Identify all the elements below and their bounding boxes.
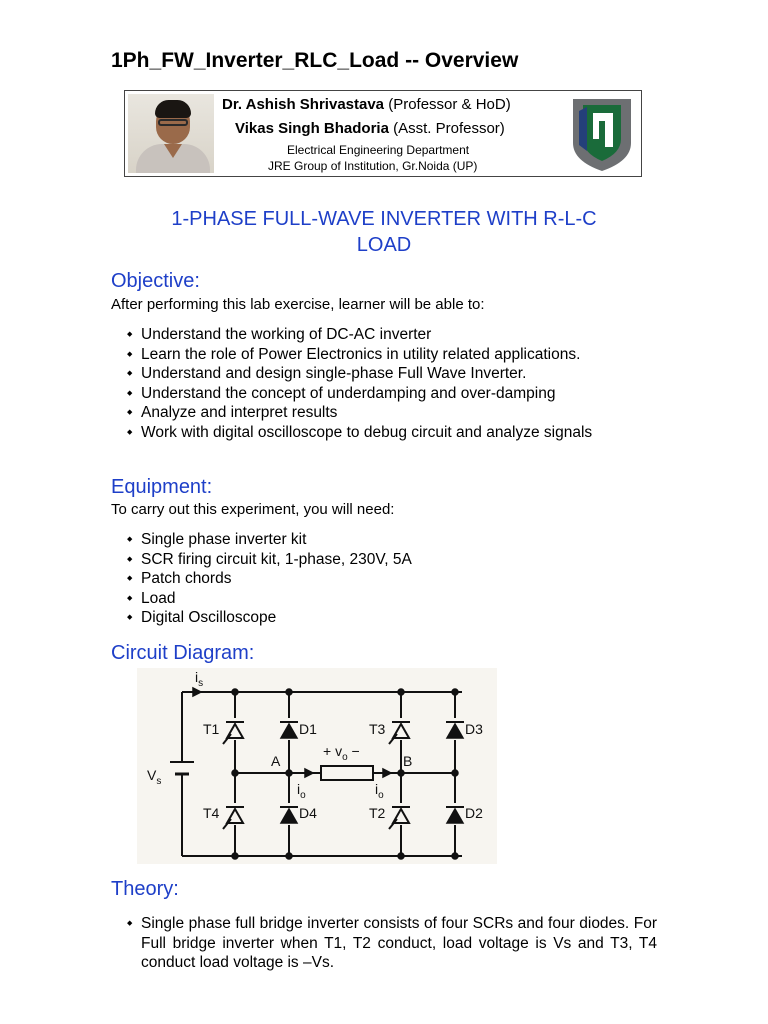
equipment-intro: To carry out this experiment, you will need:	[111, 501, 395, 518]
document-title: 1Ph_FW_Inverter_RLC_Load -- Overview	[111, 49, 519, 72]
list-item: ◆ Understand the concept of underdamping and over-damping	[111, 384, 657, 404]
list-item: ◆ Analyze and interpret results	[111, 403, 657, 423]
list-item: ◆ Learn the role of Power Electronics in utility related applications.	[111, 345, 657, 365]
list-item: ◆ Work with digital oscilloscope to debug circuit and analyze signals	[111, 423, 657, 443]
list-item: ◆ Understand the working of DC-AC inverter	[111, 325, 657, 345]
objective-intro: After performing this lab exercise, learner will be able to:	[111, 296, 485, 313]
theory-heading: Theory:	[111, 878, 179, 900]
author-2	[235, 120, 505, 137]
t4-label: T4	[203, 805, 220, 821]
d3-label: D3	[465, 721, 483, 737]
author-1	[222, 96, 511, 113]
list-item: ◆ SCR firing circuit kit, 1-phase, 230V, 5A	[111, 550, 657, 570]
department-label: Electrical Engineering Department	[287, 143, 470, 157]
list-item: ◆ Load	[111, 589, 657, 609]
main-heading	[100, 206, 668, 258]
theory-list	[111, 914, 657, 973]
d1-label: D1	[299, 721, 317, 737]
author-2-role: (Asst. Professor)	[393, 120, 505, 137]
circuit-heading: Circuit Diagram:	[111, 642, 255, 664]
author-1-name: Dr. Ashish Shrivastava	[222, 96, 385, 113]
list-item: ◆ Digital Oscilloscope	[111, 608, 657, 628]
t1-label: T1	[203, 721, 220, 737]
author-banner	[124, 90, 642, 177]
node-a-label: A	[271, 753, 281, 769]
list-item: ◆ Understand and design single-phase Full Wave Inverter.	[111, 364, 657, 384]
equipment-heading: Equipment:	[111, 476, 213, 498]
institution-label: JRE Group of Institution, Gr.Noida (UP)	[268, 159, 478, 173]
source-voltage-label: $V_s$	[147, 767, 162, 787]
list-item: ◆ Patch chords	[111, 569, 657, 589]
source-current-label: $i_s$	[195, 669, 204, 689]
d2-label: D2	[465, 805, 483, 821]
node-b-label: B	[403, 753, 413, 769]
t2-label: T2	[369, 805, 386, 821]
load-current-label-right: $i_o$	[375, 781, 384, 801]
t3-label: T3	[369, 721, 386, 737]
list-item: ◆ Single phase inverter kit	[111, 530, 657, 550]
objective-list	[111, 325, 657, 443]
author-photo	[128, 94, 214, 173]
objective-heading: Objective:	[111, 270, 200, 292]
author-1-role: (Professor & HoD)	[388, 96, 511, 113]
d4-label: D4	[299, 805, 317, 821]
output-voltage-label: + $v_o$ −	[323, 743, 360, 763]
main-heading-line-2: LOAD	[356, 234, 412, 256]
author-2-name: Vikas Singh Bhadoria	[235, 120, 389, 137]
load-current-label-left: $i_o$	[297, 781, 306, 801]
circuit-diagram	[137, 668, 497, 864]
institution-logo-icon	[569, 95, 635, 173]
equipment-list	[111, 530, 657, 628]
list-item: ◆ Single phase full bridge inverter consists of four SCRs and four diodes. For Full bridge inverter when T1, T2 conduct, load voltage is Vs and T3, T4 conduct load voltage is –Vs.	[111, 914, 657, 973]
main-heading-line-1: 1-PHASE FULL-WAVE INVERTER WITH R-L-C	[171, 208, 597, 230]
